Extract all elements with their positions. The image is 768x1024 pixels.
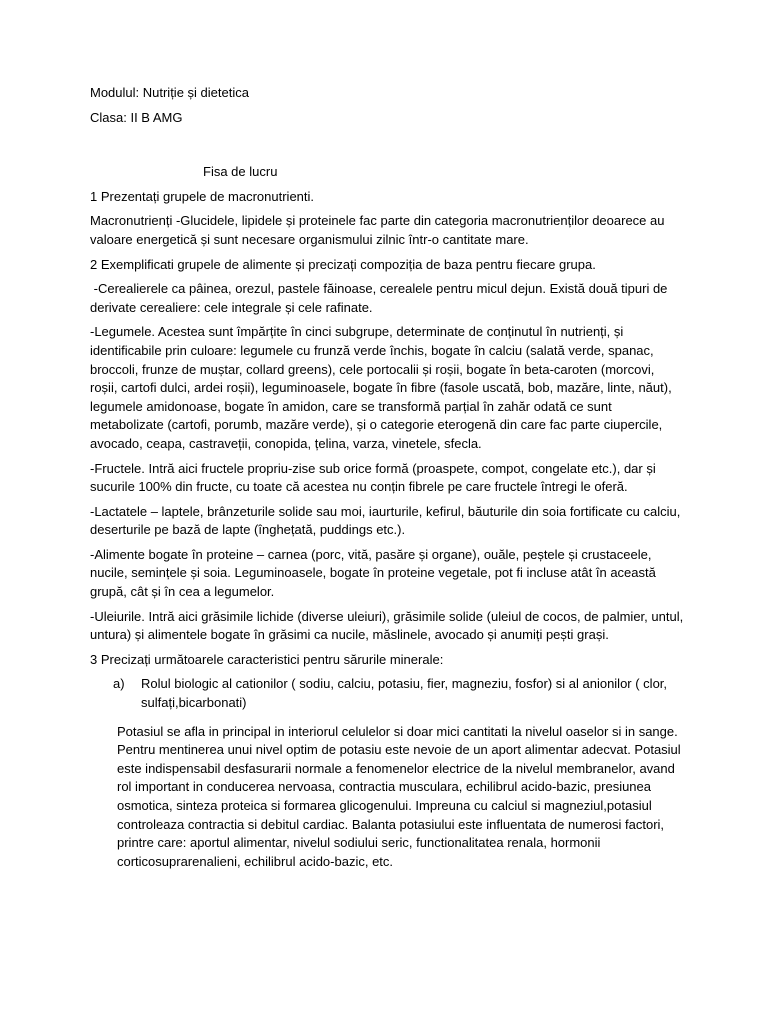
fruits-paragraph: -Fructele. Intră aici fructele propriu-zise sub orice formă (proaspete, compot, congelate etc.), dar și sucurile 100% din fructe, cu toate că acestea nu conțin fibrele pe care fructele întregi le oferă. (90, 460, 656, 495)
module-line: Modulul: Nutriție și dietetica (90, 85, 249, 100)
worksheet-title: Fisa de lucru (203, 164, 278, 180)
cereals-paragraph: -Cerealierele ca pâinea, orezul, pastele făinoase, cerealele pentru micul dejun. Există două tipuri de derivate cerealiere: cele integrale și cele rafinate. (90, 281, 672, 315)
question-2: 2 Exemplificati grupele de alimente și precizați compoziția de baza pentru fiecare grupa. (90, 256, 596, 272)
class-line: Clasa: II B AMG (90, 109, 183, 125)
question-3: 3 Precizați următoarele caracteristici pentru sărurile minerale: (90, 651, 444, 667)
question-1: 1 Prezentați grupele de macronutrienti. (90, 188, 315, 204)
list-item-text: Rolul biologic al cationilor ( sodiu, calciu, potasiu, fier, magneziu, fosfor) si al anionilor ( clor, sulfați,bicarbonati) (141, 676, 668, 711)
list-item-a (90, 675, 684, 712)
document-page (90, 84, 684, 871)
list-marker: a) (113, 676, 125, 692)
protein-paragraph: -Alimente bogate în proteine – carnea (porc, vită, pasăre și organe), ouăle, peștele și crustaceele, nucile, semințele și soia. Leguminoasele, bogate în proteine vegetale, pot fi incluse atât în această grupă, cât și în cea a legumelor. (90, 546, 656, 600)
vegetables-paragraph: -Legumele. Acestea sunt împărțite în cinci subgrupe, determinate de conținutul în nutrienți, și identificabile prin culoare: legumele cu frunză verde închis, bogate în calciu (salată verde, spanac, broccoli, frunze de muștar, collard greens), cele portocalii și roșii, bogate în beta-caroten (morcovi, roșii, cartofi dulci, ardei roșii), leguminoasele, bogate în fibre (fasole uscată, bob, mazăre, linte, năut), legumele amidonoase, bogate în amidon, care se transformă parțial în zahăr odată ce sunt metabolizate (cartofi, porumb, mazăre verde), și o categorie eterogenă din care fac parte ciupercile, avocado, ceapa, castraveții, conopida, țelina, varza, vinetele, sfecla. (90, 324, 672, 451)
oils-paragraph: -Uleiurile. Intră aici grăsimile lichide (diverse uleiuri), grăsimile solide (uleiul de cocos, de palmier, untul, untura) și alimentele bogate în grăsimi ca nucile, măslinele, avocado și anumiți pești grași. (90, 608, 684, 643)
dairy-paragraph: -Lactatele – laptele, brânzeturile solide sau moi, iaurturile, kefirul, băuturile din soia fortificate cu calciu, deserturile pe bază de lapte (înghețată, puddings etc.). (90, 503, 681, 538)
answer-1-paragraph: Macronutrienți -Glucidele, lipidele și proteinele fac parte din categoria macronutrienților deoarece au valoare energetică și sunt necesare organismului zilnic într-o cantitate mare. (90, 213, 665, 247)
potassium-paragraph: Potasiul se afla in principal in interiorul celulelor si doar mici cantitati la nivelul oaselor si in sange. Pentru mentinerea unui nivel optim de potasiu este nevoie de un aport alimentar adecvat. Potasiul este indispensabil desfasurarii normale a fenomenelor electrice de la nivelul membranelor, avand rol important in conducerea nervoasa, contractia musculara, echilibrul acido-bazic, presiunea osmotica, sinteza proteica si formarea glicogenului. Impreuna cu calciul si magneziul,potasiul controleaza contractia si debitul cardiac. Balanta potasiului este influentata de numerosi factori, printre care: aportul alimentar, nivelul sodiului seric, functionalitatea renala, hormonii corticosuprarenalieni, echilibrul acido-bazic, etc. (117, 723, 681, 869)
